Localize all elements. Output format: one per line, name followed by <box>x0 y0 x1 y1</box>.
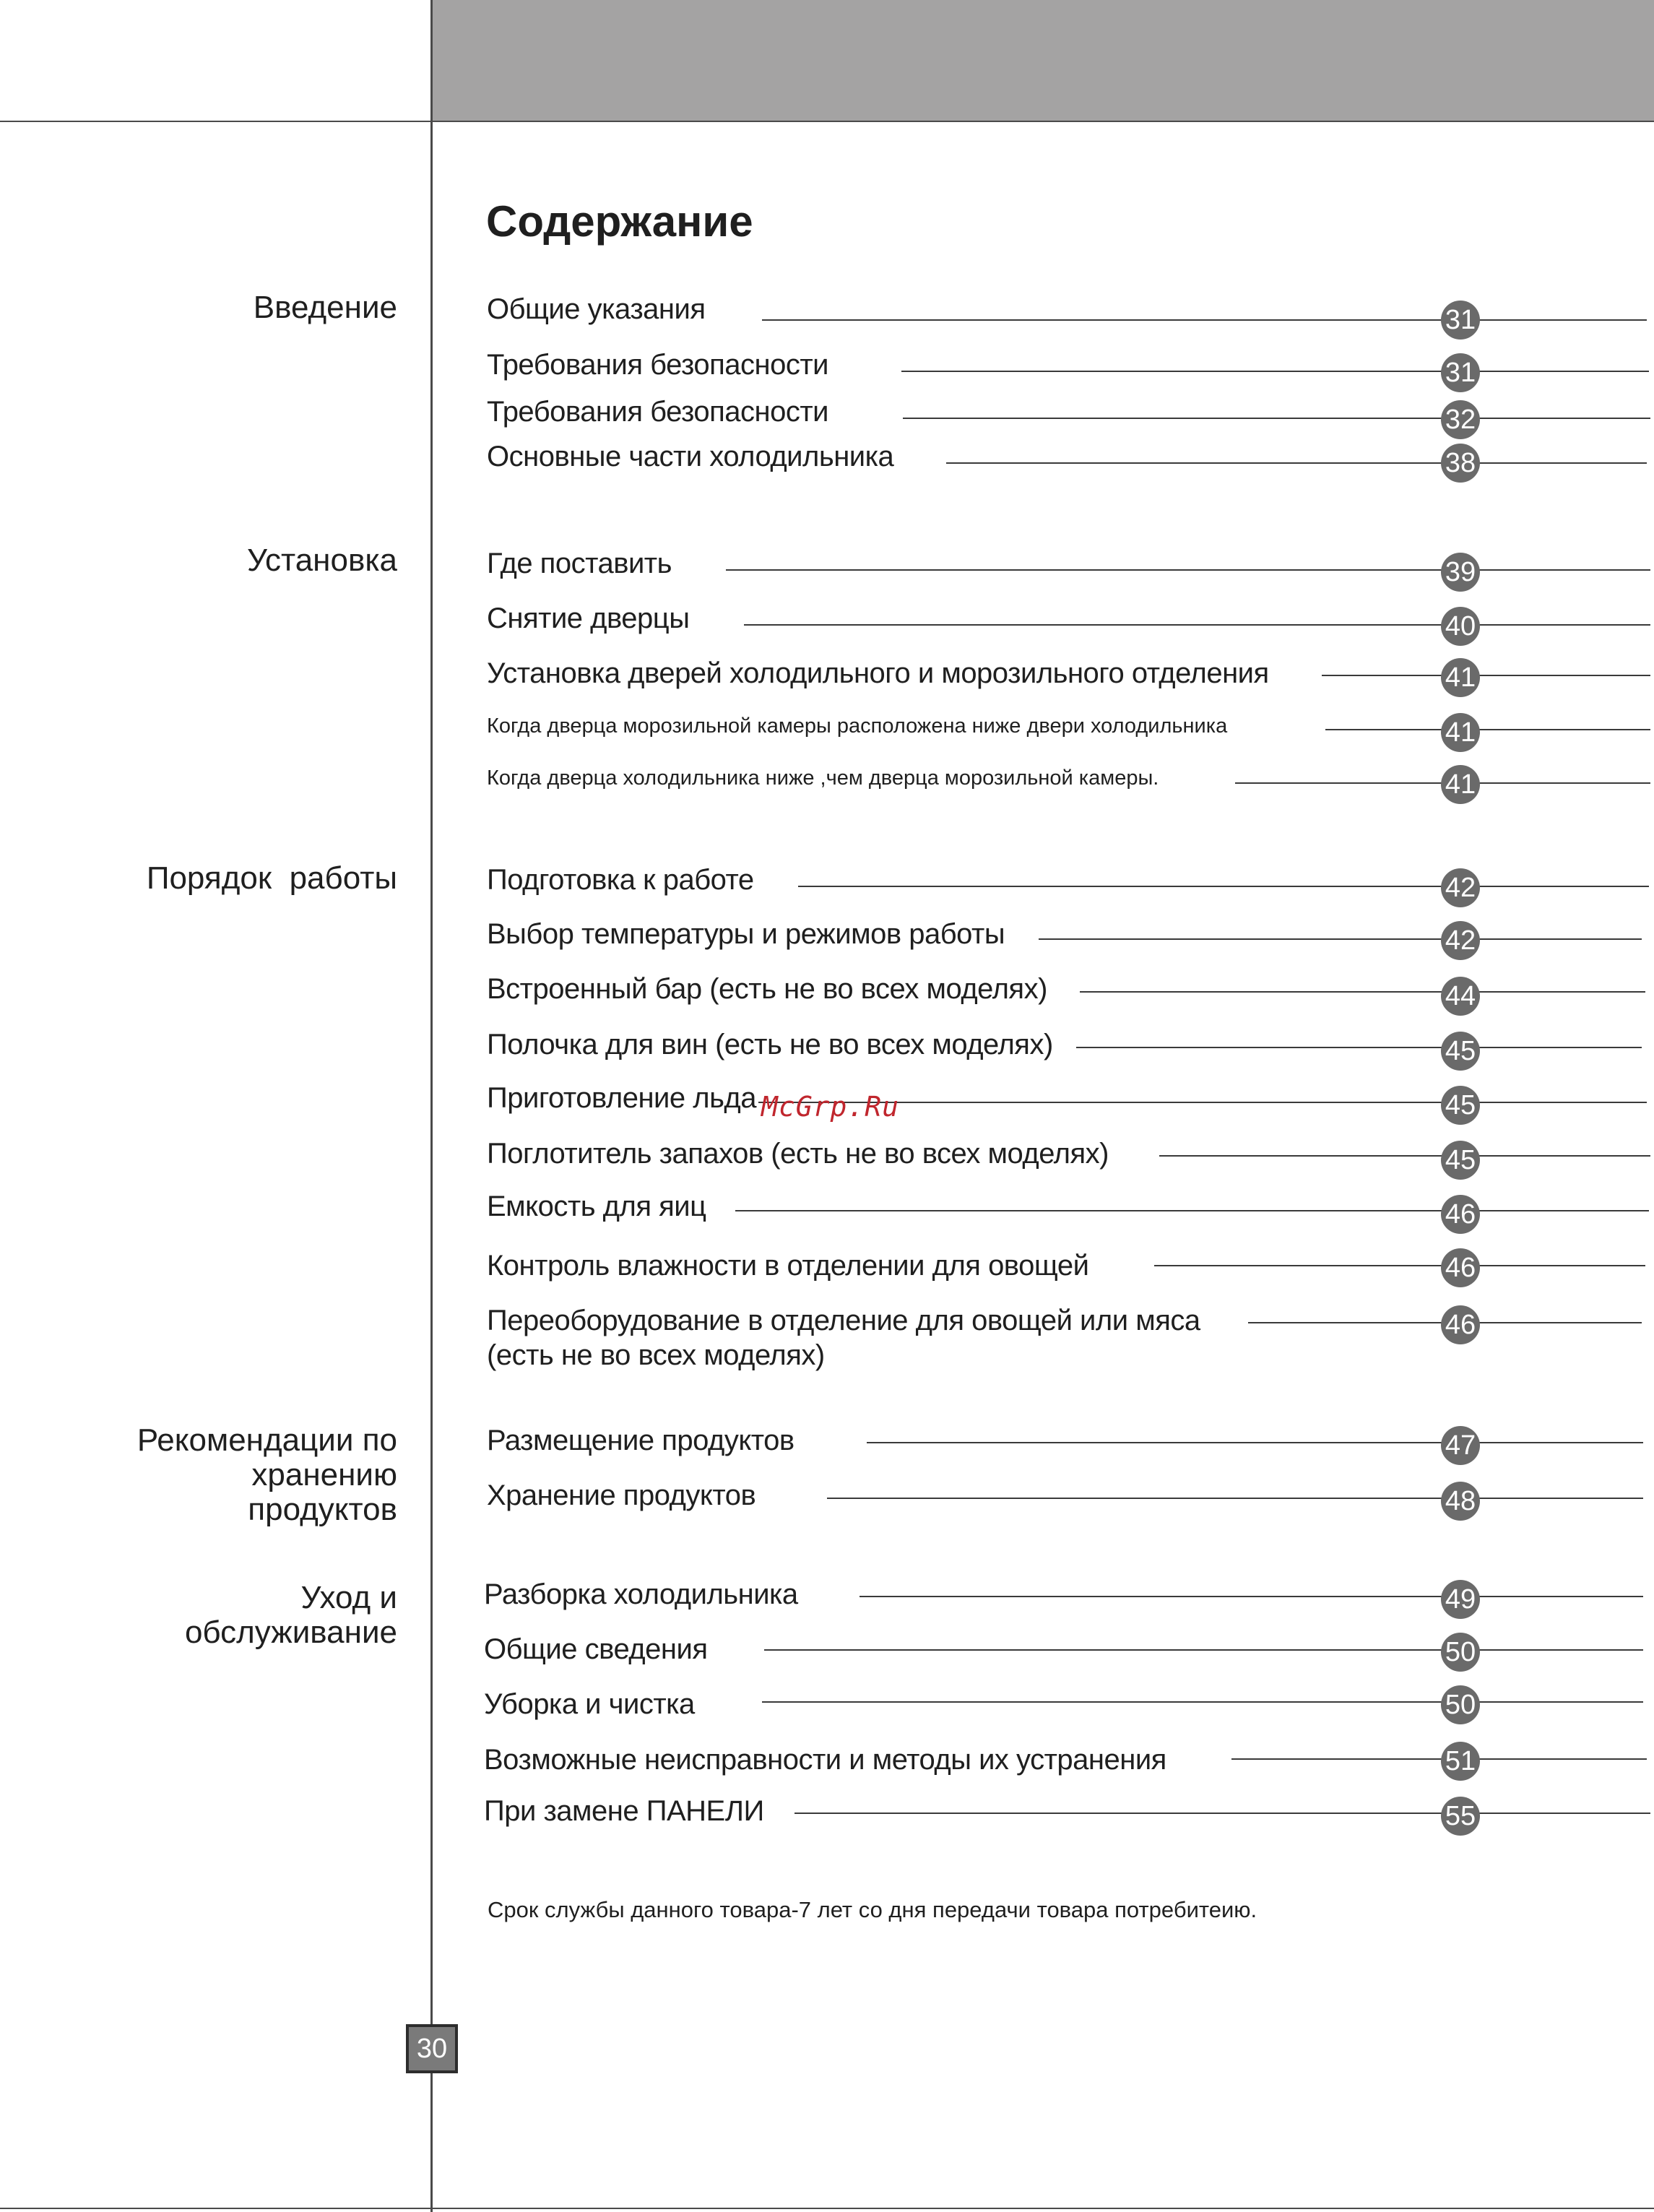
leader-line <box>762 1701 1643 1703</box>
toc-entry-label: Хранение продуктов <box>487 1479 756 1511</box>
page-badge: 41 <box>1441 713 1480 752</box>
toc-entry[interactable] <box>0 972 1654 1022</box>
leader-line <box>1154 1265 1645 1266</box>
leader-line <box>764 1649 1643 1651</box>
toc-entry[interactable] <box>0 1189 1654 1240</box>
header-bar <box>433 0 1654 121</box>
toc-entry-label: Требования безопасности <box>487 349 829 381</box>
toc-entry[interactable] <box>0 1794 1654 1844</box>
page-badge: 45 <box>1441 1032 1480 1071</box>
toc-entry-label: Снятие дверцы <box>487 602 690 634</box>
watermark: McGrp.Ru <box>761 1091 900 1123</box>
page-badge: 42 <box>1441 868 1480 907</box>
leader-line <box>827 1498 1643 1499</box>
leader-line <box>867 1442 1643 1443</box>
toc-entry[interactable] <box>0 546 1654 597</box>
toc-entry-label: Возможные неисправности и методы их устранения <box>484 1744 1166 1776</box>
page-badge: 40 <box>1441 607 1480 646</box>
bottom-divider <box>0 2208 1654 2209</box>
page-badge: 51 <box>1441 1742 1480 1781</box>
toc-entry[interactable] <box>0 394 1654 445</box>
leader-line <box>726 569 1650 571</box>
section-heading-intro: Введение <box>253 290 397 325</box>
toc-entry-label: Уборка и чистка <box>484 1688 695 1720</box>
page-badge: 46 <box>1441 1305 1480 1344</box>
page-number: 30 <box>406 2024 458 2073</box>
toc-entry-label: Когда дверца холодильника ниже ,чем дверца морозильной камеры. <box>487 766 1159 790</box>
toc-entry[interactable] <box>0 1742 1654 1793</box>
toc-entry-label: Размещение продуктов <box>487 1425 794 1456</box>
page-badge: 55 <box>1441 1797 1480 1836</box>
section-heading-care: Уход и обслуживание <box>184 1580 397 1650</box>
page-title: Содержание <box>486 197 753 246</box>
toc-entry[interactable] <box>0 713 1654 764</box>
toc-entry[interactable] <box>0 292 1654 342</box>
toc-entry-label: Приготовление льда <box>487 1082 757 1114</box>
leader-line <box>762 319 1647 321</box>
toc-entry[interactable] <box>0 656 1654 707</box>
toc-entry[interactable] <box>0 1577 1654 1628</box>
toc-entry-label: Разборка холодильника <box>484 1578 798 1610</box>
toc-entry[interactable] <box>0 601 1654 652</box>
page-badge: 45 <box>1441 1086 1480 1125</box>
page-badge: 45 <box>1441 1141 1480 1180</box>
page-badge: 49 <box>1441 1580 1480 1619</box>
toc-entry[interactable] <box>0 917 1654 967</box>
toc-entry[interactable] <box>0 1136 1654 1187</box>
toc-entry-label: Встроенный бар (есть не во всех моделях) <box>487 973 1047 1005</box>
toc-entry[interactable] <box>0 439 1654 490</box>
toc-entry-label: Когда дверца морозильной камеры расположена ниже двери холодильника <box>487 714 1228 738</box>
page-badge: 42 <box>1441 921 1480 960</box>
leader-line <box>860 1596 1643 1597</box>
section-heading-storage: Рекомендации по хранению продуктов <box>137 1422 397 1527</box>
toc-entry-label: Требования безопасности <box>487 396 829 428</box>
page-badge: 41 <box>1441 765 1480 804</box>
page-badge: 31 <box>1441 301 1480 340</box>
leader-line <box>1231 1758 1647 1760</box>
toc-entry[interactable] <box>0 1632 1654 1682</box>
leader-line <box>1322 675 1650 676</box>
page-badge: 46 <box>1441 1195 1480 1234</box>
page-badge: 38 <box>1441 444 1480 483</box>
leader-line <box>901 371 1649 372</box>
page-badge: 44 <box>1441 977 1480 1016</box>
leader-line <box>1325 729 1650 730</box>
leader-line <box>903 418 1650 419</box>
toc-entry[interactable] <box>0 347 1654 398</box>
toc-entry-label: Подготовка к работе <box>487 864 754 896</box>
toc-entry-label: Где поставить <box>487 548 672 579</box>
page-badge: 50 <box>1441 1685 1480 1724</box>
toc-entry-label: Выбор температуры и режимов работы <box>487 918 1005 950</box>
page-badge: 50 <box>1441 1633 1480 1672</box>
toc-entry-label: Полочка для вин (есть не во всех моделях) <box>487 1029 1053 1060</box>
toc-entry-label: Поглотитель запахов (есть не во всех моделях) <box>487 1138 1109 1170</box>
toc-entry-label: При замене ПАНЕЛИ <box>484 1795 764 1827</box>
toc-entry[interactable] <box>0 860 1654 913</box>
page-badge: 47 <box>1441 1426 1480 1465</box>
toc-entry-label: Общие указания <box>487 293 706 325</box>
toc-entry[interactable] <box>0 1687 1654 1737</box>
leader-line <box>1159 1155 1650 1157</box>
leader-line <box>946 462 1647 464</box>
toc-entry-label: Основные части холодильника <box>487 441 894 472</box>
top-divider <box>0 121 1654 122</box>
toc-entry-label: Установка дверей холодильного и морозильного отделения <box>487 657 1269 689</box>
toc-entry-label: Общие сведения <box>484 1633 708 1665</box>
toc-entry[interactable] <box>0 1248 1654 1299</box>
toc-entry-label: Переоборудование в отделение для овощей или мяса (есть не во всех моделях) <box>487 1305 1200 1371</box>
leader-line <box>794 1813 1650 1814</box>
toc-entry[interactable] <box>0 1303 1654 1375</box>
section-heading-operation: Порядок работы <box>146 860 397 896</box>
toc-entry[interactable] <box>0 1423 1654 1474</box>
toc-entry[interactable] <box>0 1027 1654 1078</box>
leader-line <box>798 886 1649 887</box>
leader-line <box>1080 991 1645 993</box>
leader-line <box>1039 938 1642 940</box>
page-badge: 48 <box>1441 1482 1480 1521</box>
leader-line <box>744 624 1650 626</box>
page-badge: 39 <box>1441 553 1480 592</box>
leader-line <box>1076 1047 1642 1048</box>
toc-entry[interactable] <box>0 1478 1654 1529</box>
page-badge: 32 <box>1441 400 1480 439</box>
page-badge: 46 <box>1441 1248 1480 1287</box>
page-badge: 31 <box>1441 353 1480 392</box>
toc-entry[interactable] <box>0 765 1654 816</box>
page-badge: 41 <box>1441 658 1480 697</box>
leader-line <box>735 1210 1649 1211</box>
service-life-note: Срок службы данного товара-7 лет со дня передачи товара потребитеию. <box>488 1897 1257 1922</box>
section-heading-install: Установка <box>247 543 397 578</box>
toc-entry-label: Емкость для яиц <box>487 1191 706 1222</box>
toc-entry-label: Контроль влажности в отделении для овощей <box>487 1250 1089 1282</box>
